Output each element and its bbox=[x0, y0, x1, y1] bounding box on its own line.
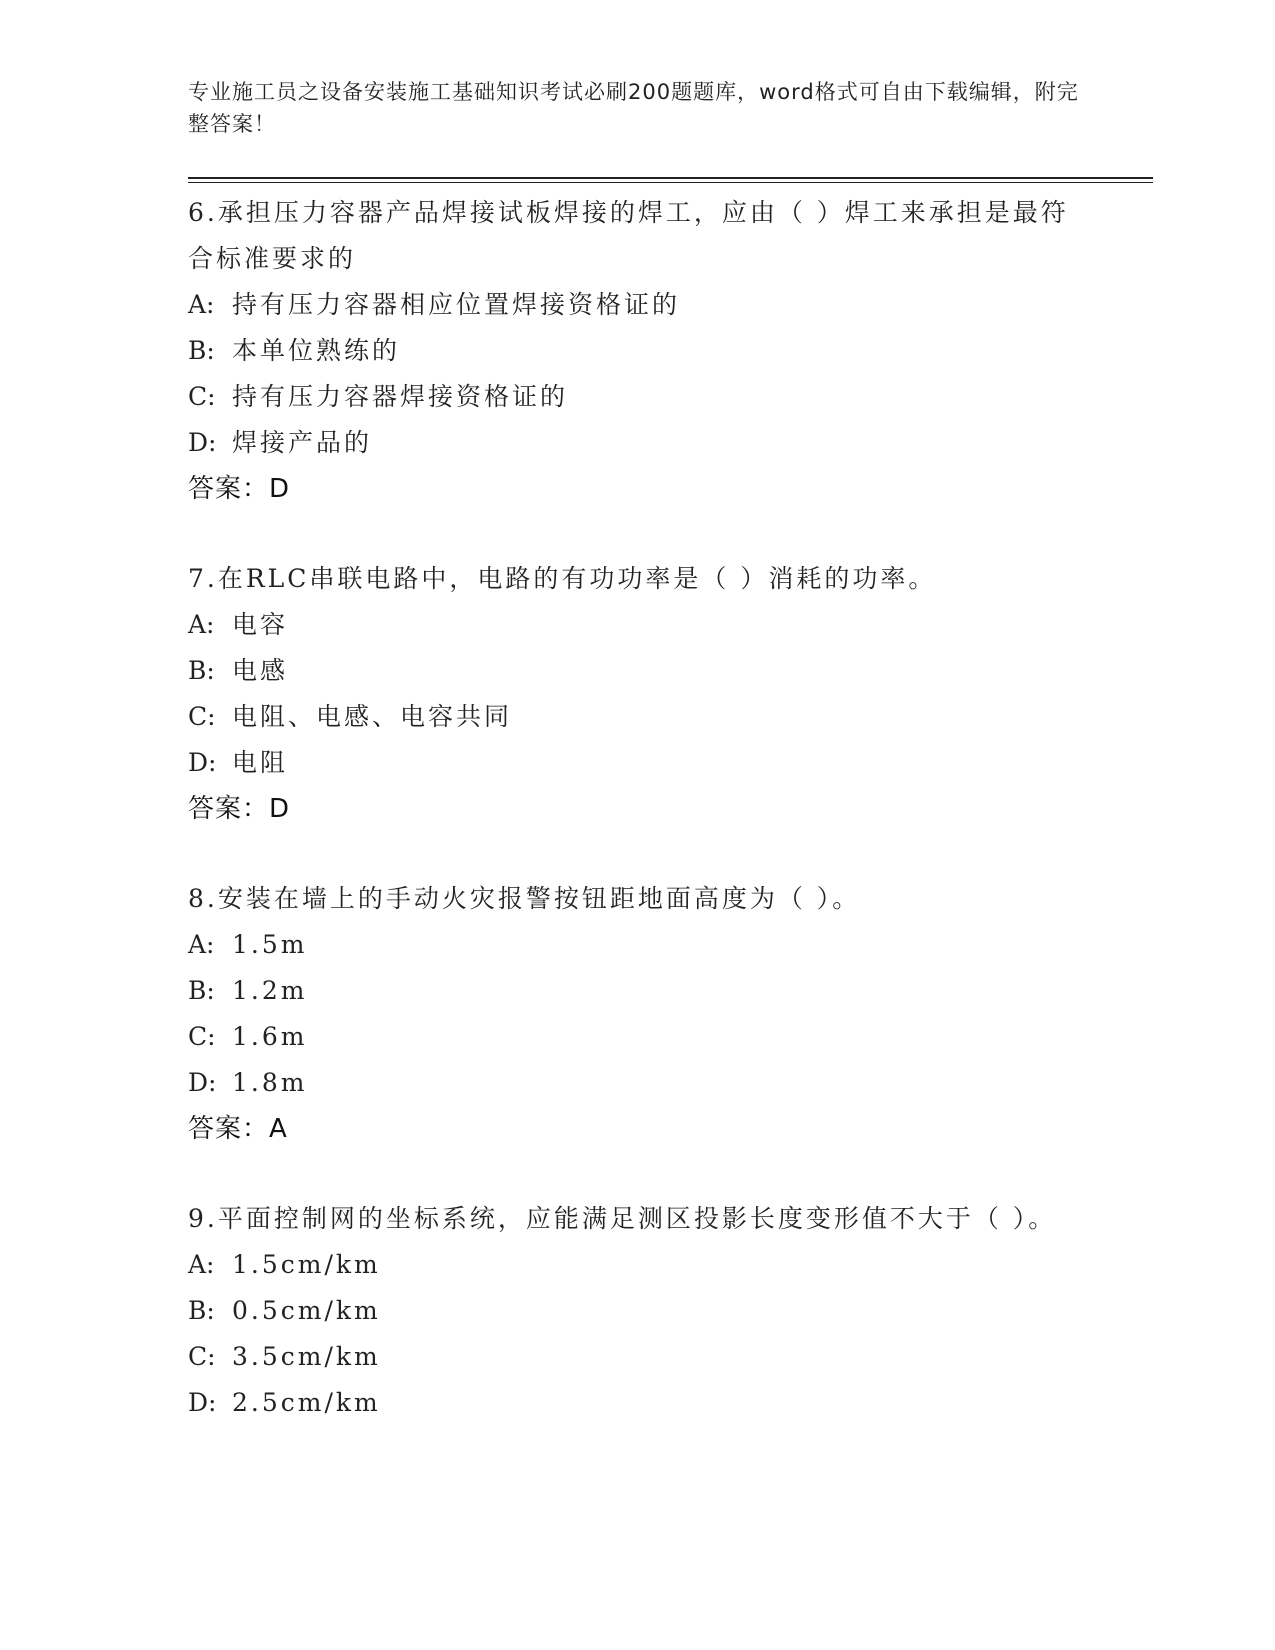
option-b bbox=[188, 968, 1088, 1014]
option-text: 1.6m bbox=[232, 1022, 308, 1051]
option-b bbox=[188, 1288, 1088, 1334]
option-a bbox=[188, 282, 1088, 328]
option-text: 1.8m bbox=[232, 1068, 308, 1097]
document-header: 专业施工员之设备安装施工基础知识考试必刷200题题库，word格式可自由下载编辑，附完整答案！ bbox=[188, 80, 1079, 136]
question-stem: 7.在RLC串联电路中，电路的有功功率是（ ）消耗的功率。 bbox=[188, 564, 937, 593]
option-d bbox=[188, 420, 1088, 466]
option-text: 持有压力容器相应位置焊接资格证的 bbox=[232, 290, 681, 319]
option-text: 1.5m bbox=[232, 930, 308, 959]
option-c bbox=[188, 1014, 1088, 1060]
option-text: 电阻 bbox=[232, 748, 289, 777]
option-b bbox=[188, 648, 1088, 694]
option-text: 3.5cm/km bbox=[232, 1342, 381, 1371]
question-7 bbox=[188, 556, 1088, 832]
option-key: B: bbox=[188, 656, 215, 685]
question-list bbox=[188, 186, 1088, 1426]
option-c bbox=[188, 374, 1088, 420]
option-text: 1.2m bbox=[232, 976, 308, 1005]
option-text: 持有压力容器焊接资格证的 bbox=[232, 382, 569, 411]
option-key: A: bbox=[188, 290, 215, 319]
answer-line: 答案：A bbox=[188, 1114, 288, 1144]
option-a bbox=[188, 922, 1088, 968]
question-9 bbox=[188, 1196, 1088, 1426]
option-text: 电阻、电感、电容共同 bbox=[232, 702, 513, 731]
header-divider-thin bbox=[188, 182, 1153, 183]
option-key: D: bbox=[188, 748, 217, 777]
option-key: D: bbox=[188, 428, 217, 457]
option-key: B: bbox=[188, 336, 215, 365]
option-text: 2.5cm/km bbox=[232, 1388, 381, 1417]
option-c bbox=[188, 1334, 1088, 1380]
option-key: C: bbox=[188, 702, 216, 731]
option-key: A: bbox=[188, 930, 215, 959]
option-text: 焊接产品的 bbox=[232, 428, 373, 457]
question-stem: 6.承担压力容器产品焊接试板焊接的焊工，应由（ ）焊工来承担是最符合标准要求的 bbox=[188, 198, 1069, 273]
option-d bbox=[188, 1060, 1088, 1106]
option-a bbox=[188, 602, 1088, 648]
question-8 bbox=[188, 876, 1088, 1152]
option-key: D: bbox=[188, 1068, 217, 1097]
option-key: C: bbox=[188, 1342, 216, 1371]
option-d bbox=[188, 740, 1088, 786]
option-text: 电容 bbox=[232, 610, 289, 639]
option-key: C: bbox=[188, 1022, 216, 1051]
option-key: A: bbox=[188, 1250, 215, 1279]
option-a bbox=[188, 1242, 1088, 1288]
header-divider-thick bbox=[188, 177, 1153, 179]
option-key: C: bbox=[188, 382, 216, 411]
option-c bbox=[188, 694, 1088, 740]
option-key: A: bbox=[188, 610, 215, 639]
option-text: 本单位熟练的 bbox=[232, 336, 401, 365]
answer-line: 答案：D bbox=[188, 474, 291, 504]
option-d bbox=[188, 1380, 1088, 1426]
question-stem: 8.安装在墙上的手动火灾报警按钮距地面高度为（ ）。 bbox=[188, 884, 861, 913]
question-6 bbox=[188, 190, 1088, 512]
option-key: D: bbox=[188, 1388, 217, 1417]
option-text: 1.5cm/km bbox=[232, 1250, 381, 1279]
option-text: 0.5cm/km bbox=[232, 1296, 381, 1325]
option-text: 电感 bbox=[232, 656, 289, 685]
question-stem: 9.平面控制网的坐标系统，应能满足测区投影长度变形值不大于（ ）。 bbox=[188, 1204, 1057, 1233]
answer-line: 答案：D bbox=[188, 794, 291, 824]
option-key: B: bbox=[188, 1296, 215, 1325]
option-b bbox=[188, 328, 1088, 374]
option-key: B: bbox=[188, 976, 215, 1005]
